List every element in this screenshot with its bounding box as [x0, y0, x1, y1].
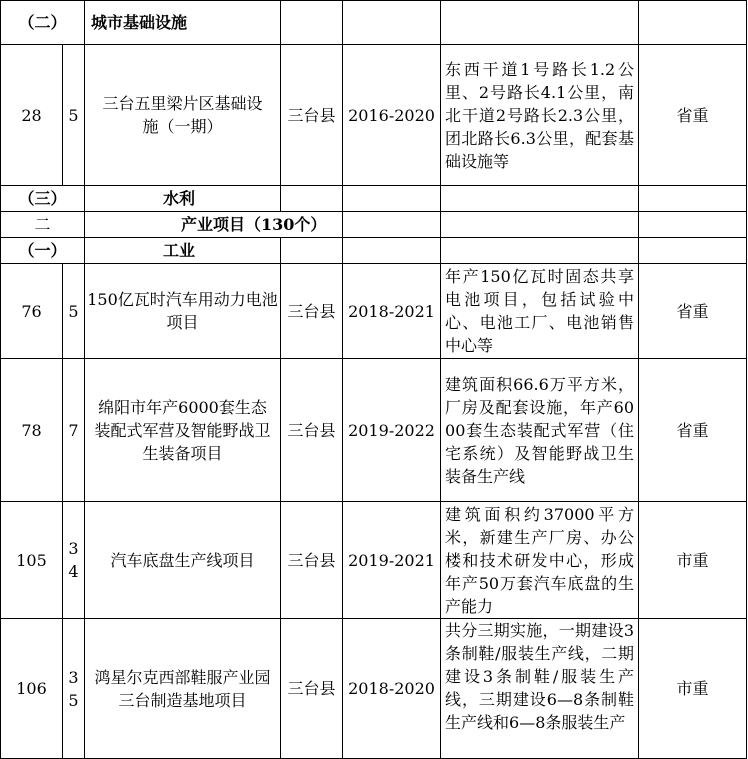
section-label: （一）	[1, 238, 85, 264]
section-title: 城市基础设施	[85, 1, 281, 45]
table-row	[1, 619, 747, 759]
empty-cell	[441, 1, 639, 45]
row-number: 106	[1, 619, 63, 759]
project-name: 汽车底盘生产线项目	[85, 502, 281, 619]
county: 三台县	[281, 619, 343, 759]
period: 2016-2020	[343, 45, 441, 186]
section-label: （三）	[1, 186, 85, 212]
table-row	[1, 45, 747, 186]
project-content: 东西干道1号路长1.2公里、2号路长4.1公里，南北干道2号路长2.3公里，团北路长6.3公里，配套基础设施等	[441, 45, 639, 186]
project-name: 鸿星尔克西部鞋服产业园三台制造基地项目	[85, 619, 281, 759]
empty-cell	[441, 212, 639, 238]
project-name: 绵阳市年产6000套生态装配式军营及智能野战卫生装备项目	[85, 359, 281, 502]
empty-cell	[343, 212, 441, 238]
project-content: 建筑面积约37000平方米，新建生产厂房、办公楼和技术研发中心，形成年产50万套汽车底盘的生产能力	[441, 502, 639, 619]
county: 三台县	[281, 45, 343, 186]
period: 2019-2022	[343, 359, 441, 502]
empty-cell	[441, 238, 639, 264]
section-label: （二）	[1, 1, 85, 45]
table-row-section	[1, 212, 747, 238]
sub-number: 7	[63, 359, 85, 502]
table-row	[1, 359, 747, 502]
empty-cell	[639, 1, 747, 45]
section-title: 产业项目（130个）	[85, 212, 343, 238]
empty-cell	[639, 238, 747, 264]
period: 2019-2021	[343, 502, 441, 619]
empty-cell	[343, 1, 441, 45]
empty-cell	[343, 186, 441, 212]
empty-cell	[281, 238, 343, 264]
section-title: 水利	[85, 186, 281, 212]
county: 三台县	[281, 359, 343, 502]
sub-number: 5	[63, 264, 85, 359]
empty-cell	[343, 238, 441, 264]
empty-cell	[281, 1, 343, 45]
project-content: 建筑面积66.6万平方米，厂房及配套设施，年产6000套生态装配式军营（住宅系统）及智能野战卫生装备生产线	[441, 359, 639, 502]
row-number: 76	[1, 264, 63, 359]
row-number: 78	[1, 359, 63, 502]
empty-cell	[639, 212, 747, 238]
table-row	[1, 502, 747, 619]
sub-number: 35	[63, 619, 85, 759]
table-row-section	[1, 1, 747, 45]
project-name: 三台五里梁片区基础设施（一期）	[85, 45, 281, 186]
project-level: 省重	[639, 264, 747, 359]
period: 2018-2021	[343, 264, 441, 359]
section-label: 二	[1, 212, 85, 238]
project-content: 年产150亿瓦时固态共享电池项目，包括试验中心、电池工厂、电池销售中心等	[441, 264, 639, 359]
table-row-section	[1, 186, 747, 212]
project-name: 150亿瓦时汽车用动力电池项目	[85, 264, 281, 359]
project-content: 共分三期实施，一期建设3条制鞋/服装生产线，二期建设3条制鞋/服装生产线，三期建设6—8条制鞋生产线和6—8条服装生产	[441, 619, 639, 759]
table-body	[1, 1, 747, 759]
empty-cell	[281, 186, 343, 212]
empty-cell	[639, 186, 747, 212]
section-title: 工业	[85, 238, 281, 264]
project-level: 省重	[639, 359, 747, 502]
project-level: 市重	[639, 502, 747, 619]
project-level: 省重	[639, 45, 747, 186]
sub-number: 34	[63, 502, 85, 619]
row-number: 105	[1, 502, 63, 619]
period: 2018-2020	[343, 619, 441, 759]
empty-cell	[441, 186, 639, 212]
table-row	[1, 264, 747, 359]
sub-number: 5	[63, 45, 85, 186]
row-number: 28	[1, 45, 63, 186]
table-row-section	[1, 238, 747, 264]
project-level: 市重	[639, 619, 747, 759]
county: 三台县	[281, 264, 343, 359]
county: 三台县	[281, 502, 343, 619]
